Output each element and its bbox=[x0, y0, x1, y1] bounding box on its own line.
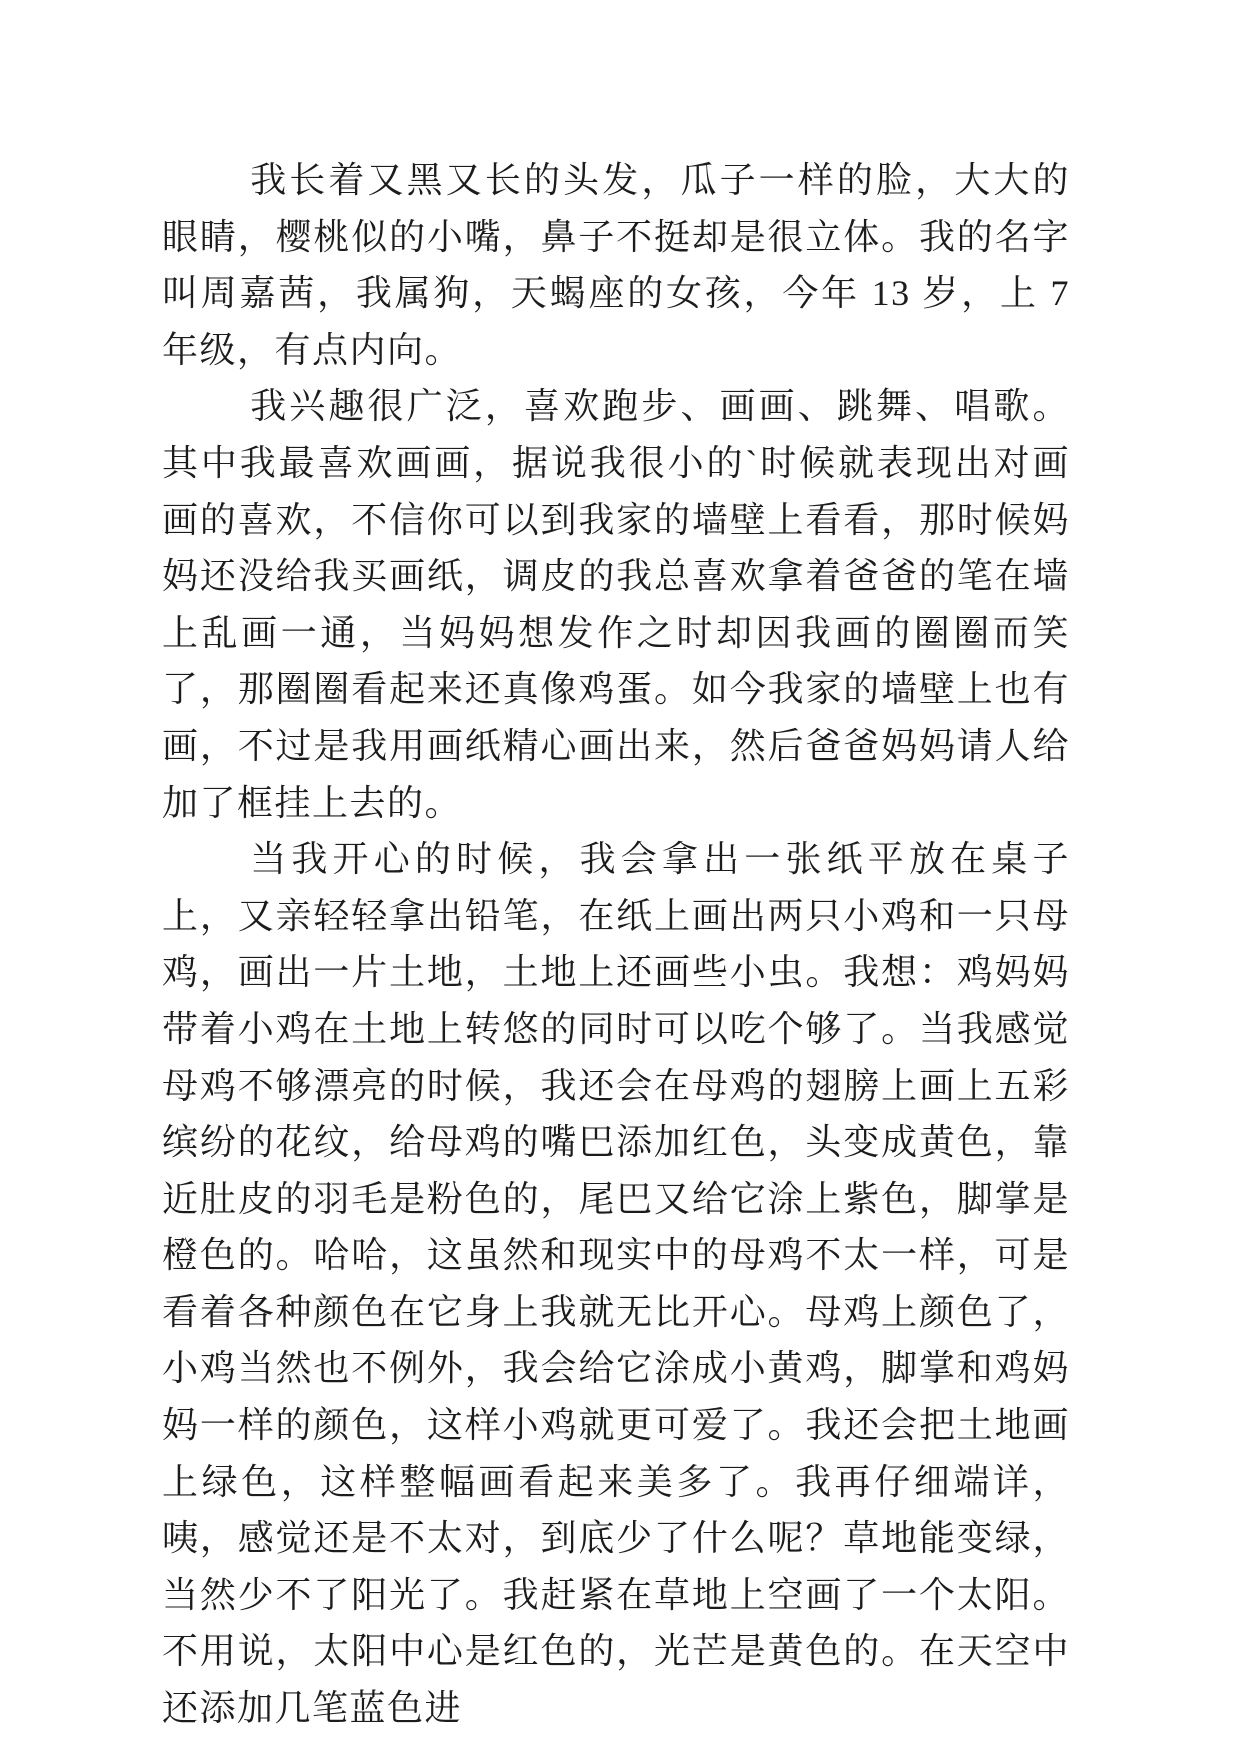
paragraph-self-description: 我长着又黑又长的头发，瓜子一样的脸，大大的眼睛，樱桃似的小嘴，鼻子不挺却是很立体。我的名字叫周嘉茜，我属狗，天蝎座的女孩，今年 13 岁，上 7 年级，有点内向。 bbox=[162, 160, 1070, 370]
paragraph-drawing-story: 当我开心的时候，我会拿出一张纸平放在桌子上，又亲轻轻拿出铅笔，在纸上画出两只小鸡和一只母鸡，画出一片土地，土地上还画些小虫。我想：鸡妈妈带着小鸡在土地上转悠的同时可以吃个够了。当我感觉母鸡不够漂亮的时候，我还会在母鸡的翅膀上画上五彩缤纷的花纹，给母鸡的嘴巴添加红色，头变成黄色，靠近肚皮的羽毛是粉色的，尾巴又给它涂上紫色，脚掌是橙色的。哈哈，这虽然和现实中的母鸡不太一样，可是看着各种颜色在它身上我就无比开心。母鸡上颜色了，小鸡当然也不例外，我会给它涂成小黄鸡，脚掌和鸡妈妈一样的颜色，这样小鸡就更可爱了。我还会把土地画上绿色，这样整幅画看起来美多了。我再仔细端详，咦，感觉还是不太对，到底少了什么呢？草地能变绿，当然少不了阳光了。我赶紧在草地上空画了一个太阳。不用说，太阳中心是红色的，光芒是黄色的。在天空中还添加几笔蓝色进 bbox=[162, 839, 1070, 1729]
paragraph-hobbies: 我兴趣很广泛，喜欢跑步、画画、跳舞、唱歌。其中我最喜欢画画，据说我很小的`时候就表现出对画画的喜欢，不信你可以到我家的墙壁上看看，那时候妈妈还没给我买画纸，调皮的我总喜欢拿着爸爸的笔在墙上乱画一通，当妈妈想发作之时却因我画的圈圈而笑了，那圈圈看起来还真像鸡蛋。如今我家的墙壁上也有画，不过是我用画纸精心画出来，然后爸爸妈妈请人给加了框挂上去的。 bbox=[162, 386, 1070, 823]
document-body bbox=[162, 152, 1070, 1737]
